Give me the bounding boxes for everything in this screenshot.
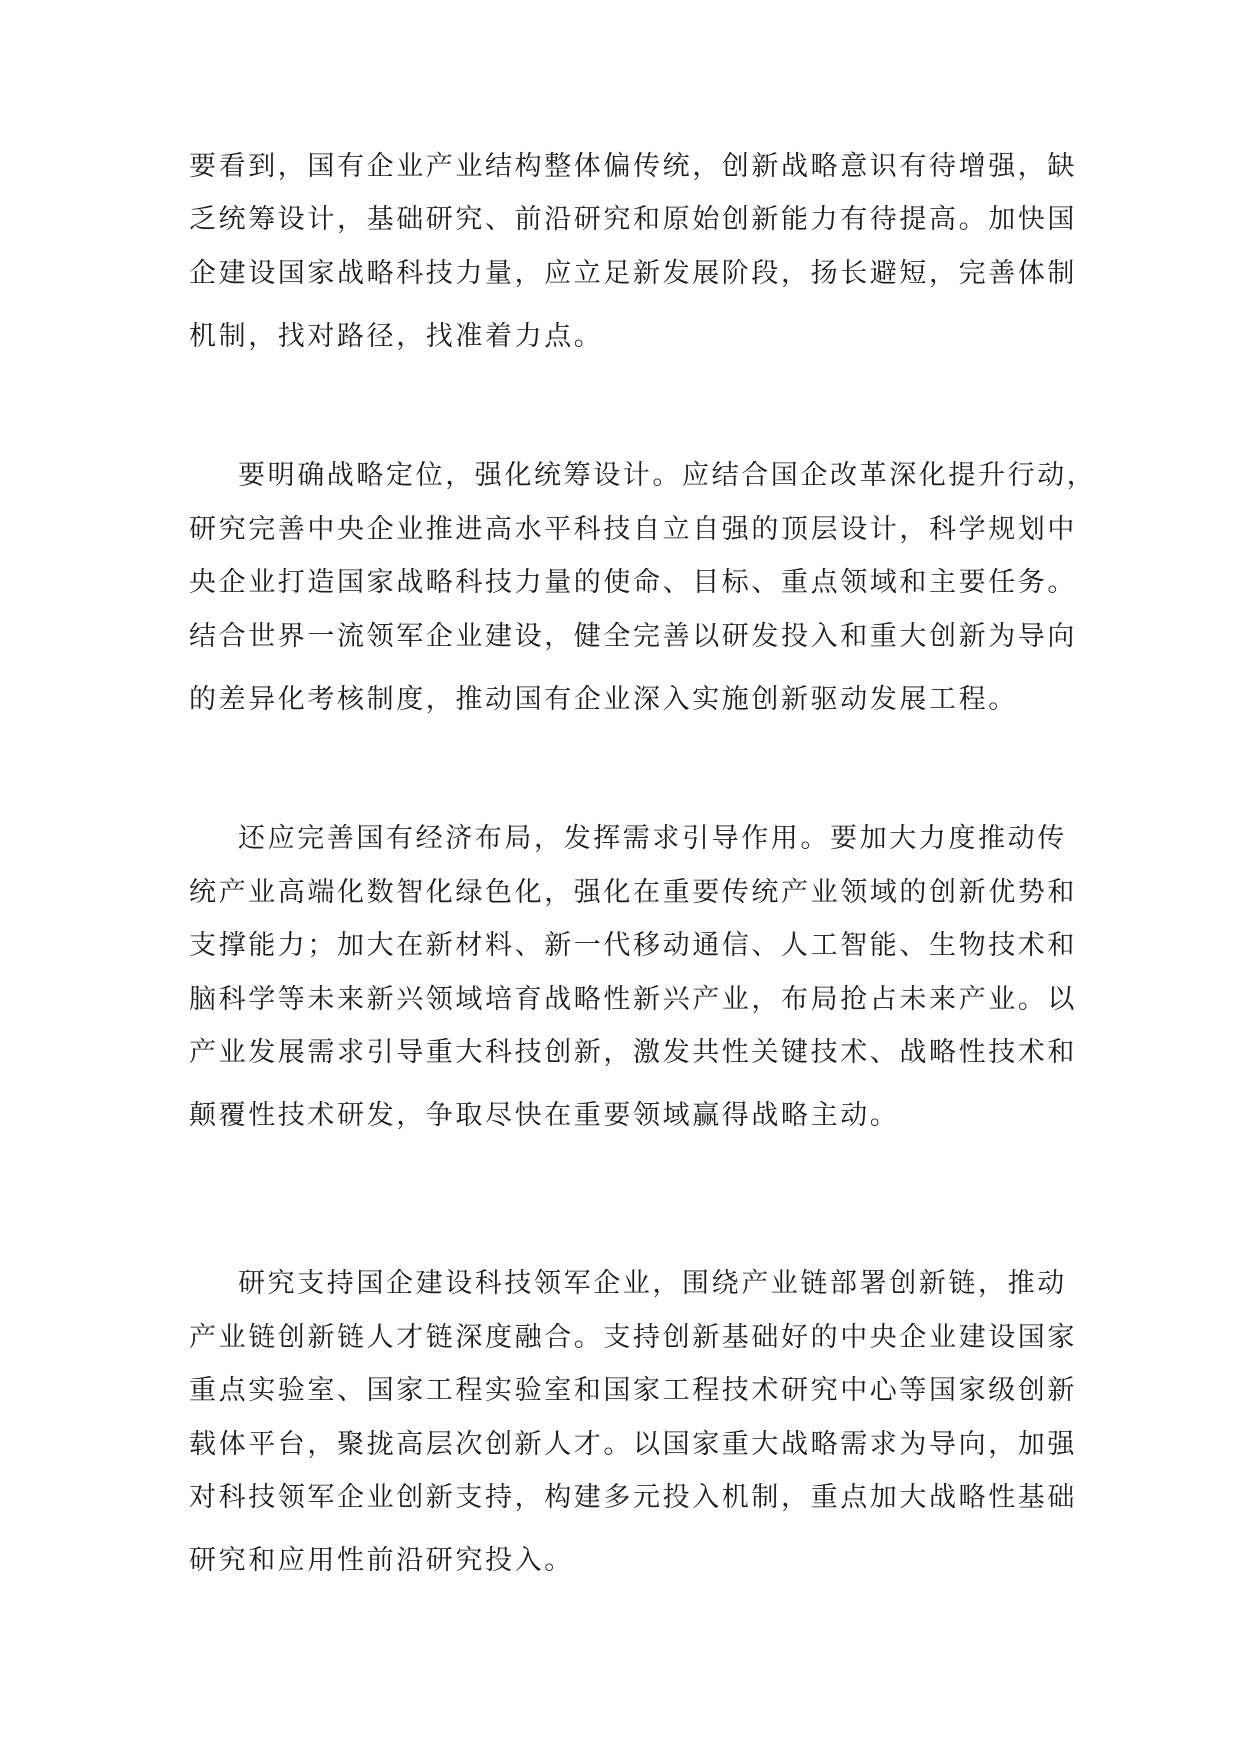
text-line: 要看到，国有企业产业结构整体偏传统，创新战略意识有待增强，缺 [189, 151, 1077, 182]
text-line: 重点实验室、国家工程实验室和国家工程技术研究中心等国家级创新 [189, 1375, 1077, 1406]
text-line: 产业发展需求引导重大科技创新，激发共性关键技术、战略性技术和 [189, 1037, 1077, 1068]
text-line: 脑科学等未来新兴领域培育战略性新兴产业，布局抢占未来产业。以 [189, 984, 1077, 1015]
text-line: 要明确战略定位，强化统筹设计。应结合国企改革深化提升行动， [238, 460, 1097, 491]
text-line: 统产业高端化数智化绿色化，强化在重要传统产业领域的创新优势和 [189, 877, 1077, 908]
text-line: 结合世界一流领军企业建设，健全完善以研发投入和重大创新为导向 [189, 621, 1077, 652]
text-line: 企建设国家战略科技力量，应立足新发展阶段，扬长避短，完善体制 [189, 258, 1077, 289]
text-line: 机制，找对路径，找准着力点。 [189, 321, 604, 352]
text-line: 对科技领军企业创新支持，构建多元投入机制，重点加大战略性基础 [189, 1482, 1077, 1513]
text-line: 的差异化考核制度，推动国有企业深入实施创新驱动发展工程。 [189, 684, 1018, 715]
text-line: 央企业打造国家战略科技力量的使命、目标、重点领域和主要任务。 [189, 567, 1077, 598]
text-line: 载体平台，聚拢高层次创新人才。以国家重大战略需求为导向，加强 [189, 1429, 1077, 1460]
text-line: 支撑能力；加大在新材料、新一代移动通信、人工智能、生物技术和 [189, 930, 1077, 961]
text-line: 研究完善中央企业推进高水平科技自立自强的顶层设计，科学规划中 [189, 514, 1077, 545]
text-line: 还应完善国有经济布局，发挥需求引导作用。要加大力度推动传 [238, 823, 1067, 854]
text-line: 研究和应用性前沿研究投入。 [189, 1545, 574, 1576]
text-line: 颠覆性技术研发，争取尽快在重要领域赢得战略主动。 [189, 1100, 900, 1131]
text-line: 产业链创新链人才链深度融合。支持创新基础好的中央企业建设国家 [189, 1322, 1077, 1353]
text-line: 乏统筹设计，基础研究、前沿研究和原始创新能力有待提高。加快国 [189, 204, 1077, 235]
text-line: 研究支持国企建设科技领军企业，围绕产业链部署创新链，推动 [238, 1268, 1067, 1299]
